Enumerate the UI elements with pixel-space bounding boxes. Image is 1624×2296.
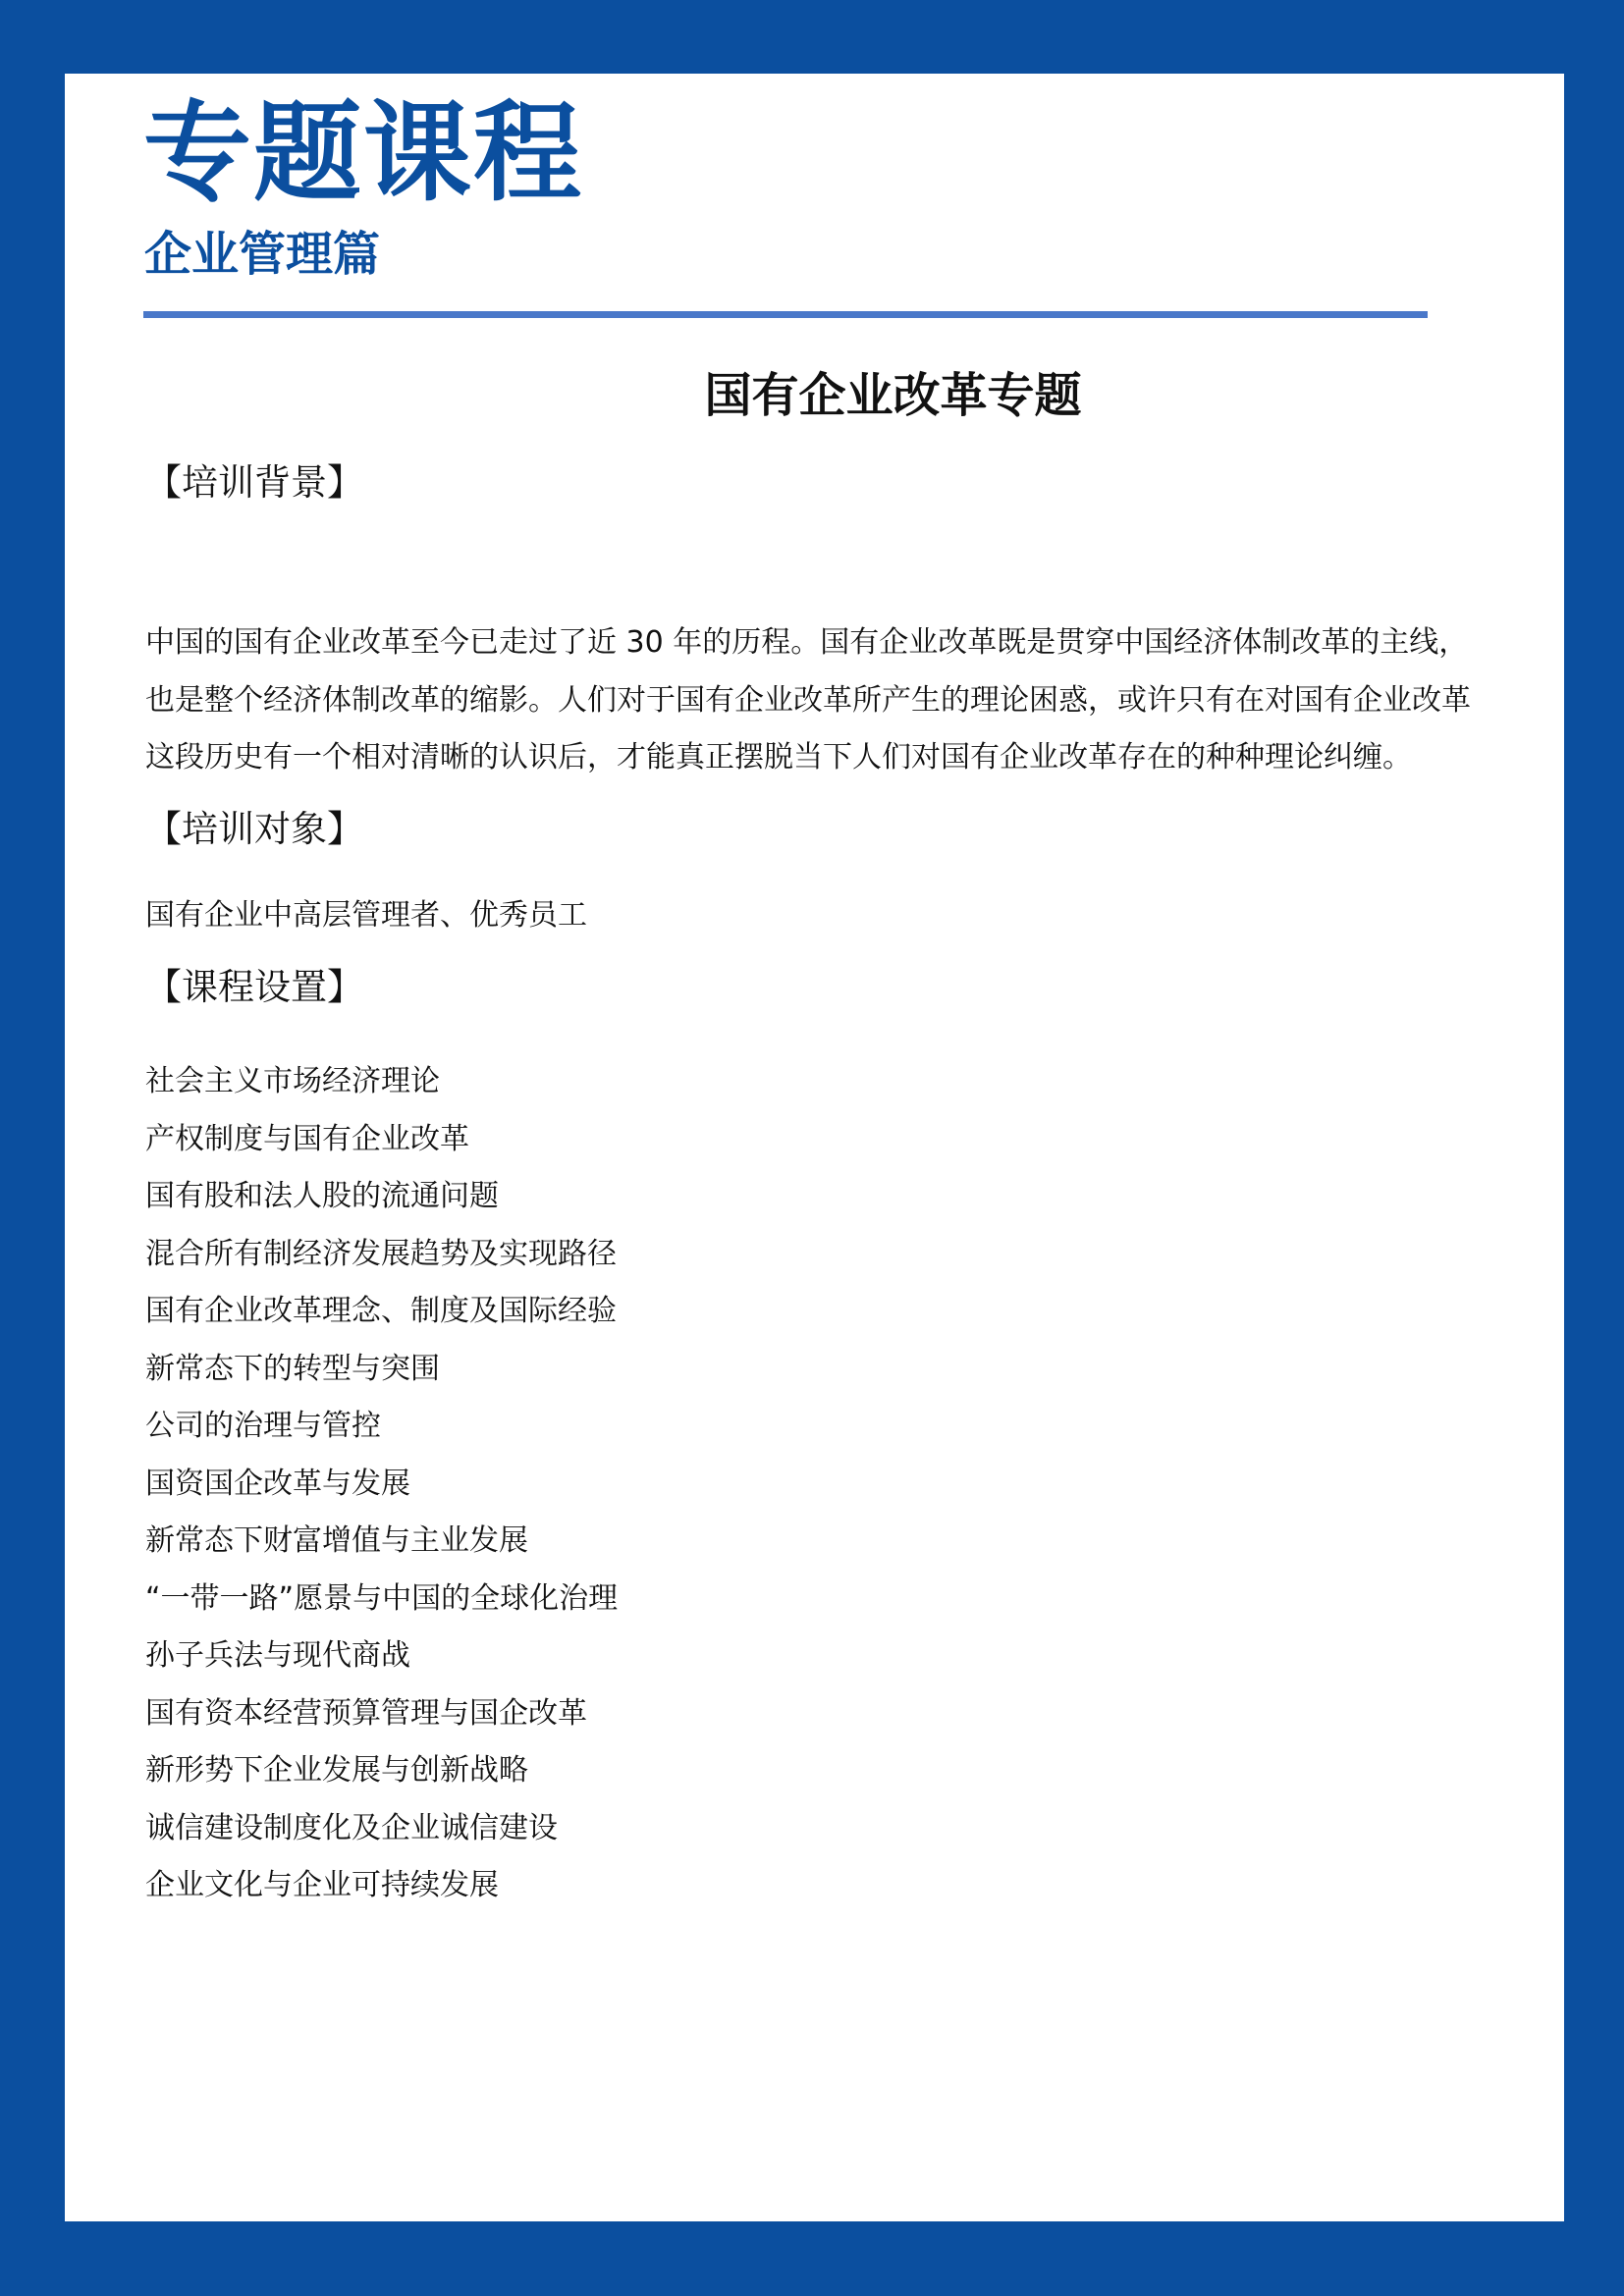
document-page xyxy=(65,74,1564,2221)
page-title: 专题课程 xyxy=(143,90,583,216)
background-line: 这段历史有一个相对清晰的认识后，才能真正摆脱当下人们对国有企业改革存在的种种理论纠缠。 xyxy=(145,740,1412,774)
document-title: 国有企业改革专题 xyxy=(704,368,1082,423)
course-item: 新形势下企业发展与创新战略 xyxy=(145,1753,528,1788)
course-item: 国资国企改革与发展 xyxy=(145,1466,410,1501)
course-item: 公司的治理与管控 xyxy=(145,1409,381,1443)
course-item: 新常态下的转型与突围 xyxy=(145,1351,440,1386)
background-line: 也是整个经济体制改革的缩影。人们对于国有企业改革所产生的理论困惑，或许只有在对国有企业改革 xyxy=(145,682,1471,718)
section-heading-courses: 【课程设置】 xyxy=(145,966,363,1008)
course-item: 产权制度与国有企业改革 xyxy=(145,1121,469,1156)
section-heading-audience: 【培训对象】 xyxy=(145,808,363,850)
course-list xyxy=(145,1053,618,1915)
page-subtitle: 企业管理篇 xyxy=(144,227,381,282)
course-item: 诚信建设制度化及企业诚信建设 xyxy=(145,1810,558,1845)
course-item: 国有企业改革理念、制度及国际经验 xyxy=(145,1294,617,1328)
course-item: 孙子兵法与现代商战 xyxy=(145,1638,410,1673)
section-heading-background: 【培训背景】 xyxy=(145,461,363,504)
background-line: 中国的国有企业改革至今已走过了近 30 年的历程。国有企业改革既是贯穿中国经济体制改革的主线， xyxy=(145,625,1469,660)
course-item: 社会主义市场经济理论 xyxy=(145,1064,440,1098)
course-item: 新常态下财富增值与主业发展 xyxy=(145,1523,528,1558)
course-item: 混合所有制经济发展趋势及实现路径 xyxy=(145,1236,617,1271)
course-item: 国有资本经营预算管理与国企改革 xyxy=(145,1695,587,1731)
course-item: 企业文化与企业可持续发展 xyxy=(145,1868,499,1902)
course-item: “一带一路”愿景与中国的全球化治理 xyxy=(145,1580,619,1616)
header-divider xyxy=(143,311,1428,318)
audience-text: 国有企业中高层管理者、优秀员工 xyxy=(145,898,587,933)
course-item: 国有股和法人股的流通问题 xyxy=(145,1179,499,1213)
background-paragraph xyxy=(145,614,1549,787)
